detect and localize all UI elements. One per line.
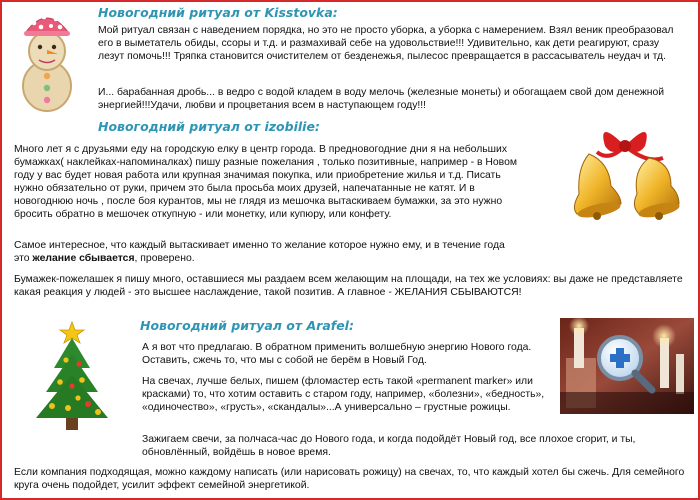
christmas-bells-icon <box>567 122 682 232</box>
section3-heading: Новогодний ритуал от Arafel: <box>140 318 354 333</box>
section3-paragraph-3: Зажигаем свечи, за полчаса-час до Нового года, и когда подойдёт Новый год, все плохое сгорит, и ты, обновлённый, войдёшь в новое время. <box>142 434 636 458</box>
section3-paragraph-1: А я вот что предлагаю. В обратном применить волшебную энергию Нового года. Оставить, сжечь то, что мы с собой не берём в Новый Год. <box>142 342 532 366</box>
section3-paragraph-2: На свечах, лучше белых, пишем (фломастер есть такой «permanent marker» или красками) то, что хотим оставить с старом году, например, «болезни», «бедность», «одиночество», «грусть», «скандалы»...А универсально – грустные рожицы. <box>142 376 545 413</box>
section1-paragraph-2: И... барабанная дробь... в ведро с водой кладем в воду мелочь (железные монеты) и обогащаем свой дом денежной энергией!!!Удачи, любви и процветания всем в наступающем году!!! <box>98 87 665 111</box>
candles-photo[interactable] <box>560 318 694 414</box>
section2-p2-bold: желание сбывается <box>32 253 135 264</box>
section2-p2-before: Самое интересное, что каждый вытаскивает именно то желание которое нужно ему, и в течение года это <box>14 240 505 264</box>
section1-heading: Новогодний ритуал от Kisstovka: <box>98 5 338 20</box>
section2-paragraph-1: Много лет я с друзьями еду на городскую елку в центр города. В предновогодние дни я на небольших бумажках( наклейках-напоминалках) пишу разные пожелания , только позитивные, например - в Новом году у вас будет новая работа или крупная значимая покупка, или приобретение жилья и т.д. Писать нужно обязательно от руки, причем это была просьба моих друзей, напечатанные не катят. И в новогоднюю ночь , после боя курантов, мы не глядя из мешочка вытаскиваем бумажки, за это нужно бросить обратно в мешочек откупную - или монетку, или купюру, или конфету. <box>14 144 517 220</box>
section1-paragraph-1: Мой ритуал связан с наведением порядка, но это не просто уборка, а уборка с намерением. Взял веник преобразовал его в выметатель обиды, ссоры и т.д. и размахивай себе на удовольствие!!! Удивительно, как дети реагируют, сразу лезут помочь!!! Тряпка становится очистителем от безденежья, пылесос превращается в рассасыватель неудач и тд. <box>98 25 674 62</box>
section2-paragraph-3: Бумажек-пожелашек я пишу много, оставшиеся мы раздаем всем желающим на площади, на тех же условиях: вы даже не представляете какая реакция у людей - это высшее наслаждение, такой позитив. А главное - ЖЕЛАНИЯ СБЫВАЮТСЯ! <box>14 274 683 298</box>
snowman-cookie-icon <box>12 6 82 114</box>
section2-p2-after: , проверено. <box>134 253 195 264</box>
section2-heading: Новогодний ритуал от izobilie: <box>98 119 320 134</box>
section2-paragraph-2 <box>14 239 519 265</box>
christmas-tree-icon <box>32 320 112 432</box>
section3-paragraph-4: Если компания подходящая, можно каждому написать (или нарисовать рожицу) на свечах, то, что каждый хотел бы сжечь. Для семейного круга очень подойдет, усилит эффект семейной энергетикой. <box>14 467 685 491</box>
